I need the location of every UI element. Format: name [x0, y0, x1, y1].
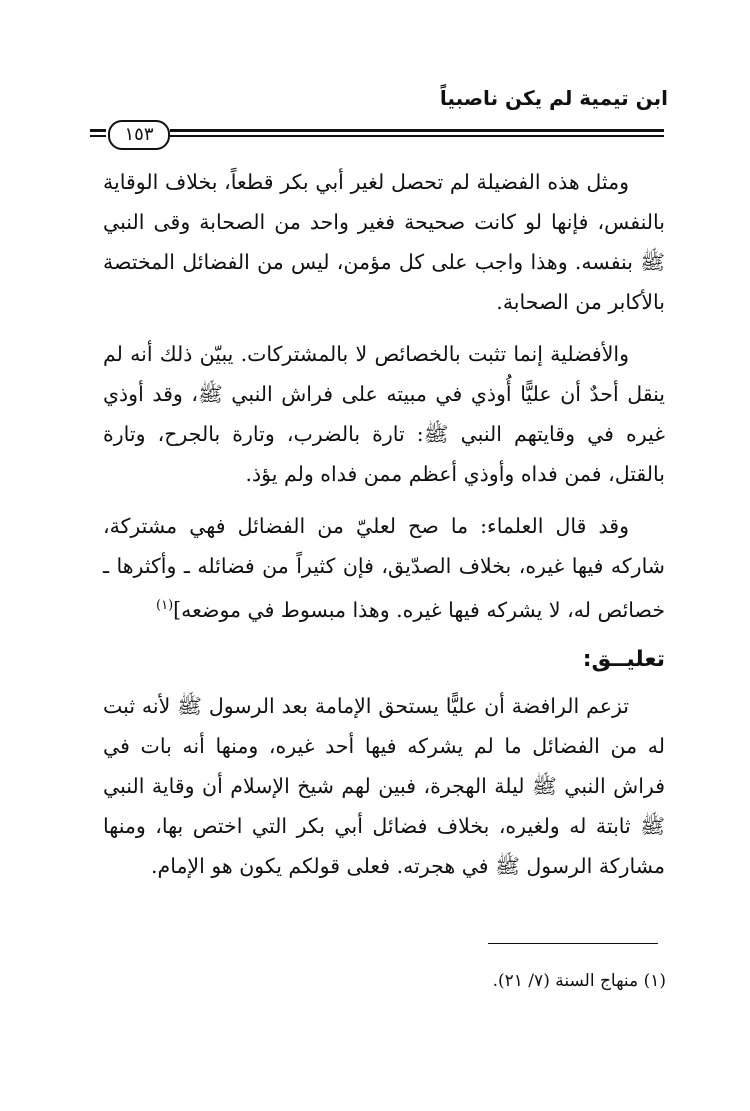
header-rule-left-stub	[90, 129, 106, 137]
paragraph-3	[103, 506, 665, 630]
footnote-separator	[488, 943, 658, 944]
footnote-1	[106, 968, 666, 994]
comment-paragraph: تزعم الرافضة أن عليًّا يستحق الإمامة بعد الرسول ﷺ لأنه ثبت له من الفضائل ما لم يشركه فيها أحد غيره، ومنها أنه بات في فراش النبي ﷺ ليلة الهجرة، فبين لهم شيخ الإسلام أن وقاية النبي ﷺ ثابتة له ولغيره، بخلاف فضائل أبي بكر التي اختص بها، ومنها مشاركة الرسول ﷺ في هجرته. فعلى قولكم يكون هو الإمام.	[103, 693, 665, 878]
header-rule	[90, 120, 664, 150]
paragraph-2: والأفضلية إنما تثبت بالخصائص لا بالمشتركات. يبيّن ذلك أنه لم ينقل أحدٌ أن عليًّا أُوذي في مبيته على فراش النبي ﷺ، وقد أوذي غيره في وقايتهم النبي ﷺ: تارة بالضرب، وتارة بالجرح، وتارة بالقتل، فمن فداه وأوذي أعظم ممن فداه ولم يؤذ.	[103, 342, 665, 486]
header-rule-line	[170, 129, 664, 137]
footnote-text: منهاج السنة (٧/ ٢١).	[492, 971, 639, 991]
section-heading: تعليــق:	[582, 646, 665, 672]
page-number: ١٥٣	[108, 120, 170, 150]
paragraph-3-text: وقد قال العلماء: ما صح لعليّ من الفضائل فهي مشتركة، شاركه فيها غيره، بخلاف الصدّيق، فإن كثيراً من فضائله ـ وأكثرها ـ خصائص له، لا يشركه فيها غيره. وهذا مبسوط في موضعه]	[103, 514, 665, 622]
footnote-number: (١)	[643, 971, 666, 991]
footnote-reference[interactable]: (١)	[156, 598, 174, 613]
body-text	[103, 162, 665, 898]
paragraph-1: ومثل هذه الفضيلة لم تحصل لغير أبي بكر قطعاً، بخلاف الوقاية بالنفس، فإنها لو كانت صحيحة فغير واحد من الصحابة وقى النبي ﷺ بنفسه. وهذا واجب على كل مؤمن، ليس من الفضائل المختصة بالأكابر من الصحابة.	[103, 170, 665, 314]
running-title: ابن تيمية لم يكن ناصبياً	[439, 86, 668, 110]
